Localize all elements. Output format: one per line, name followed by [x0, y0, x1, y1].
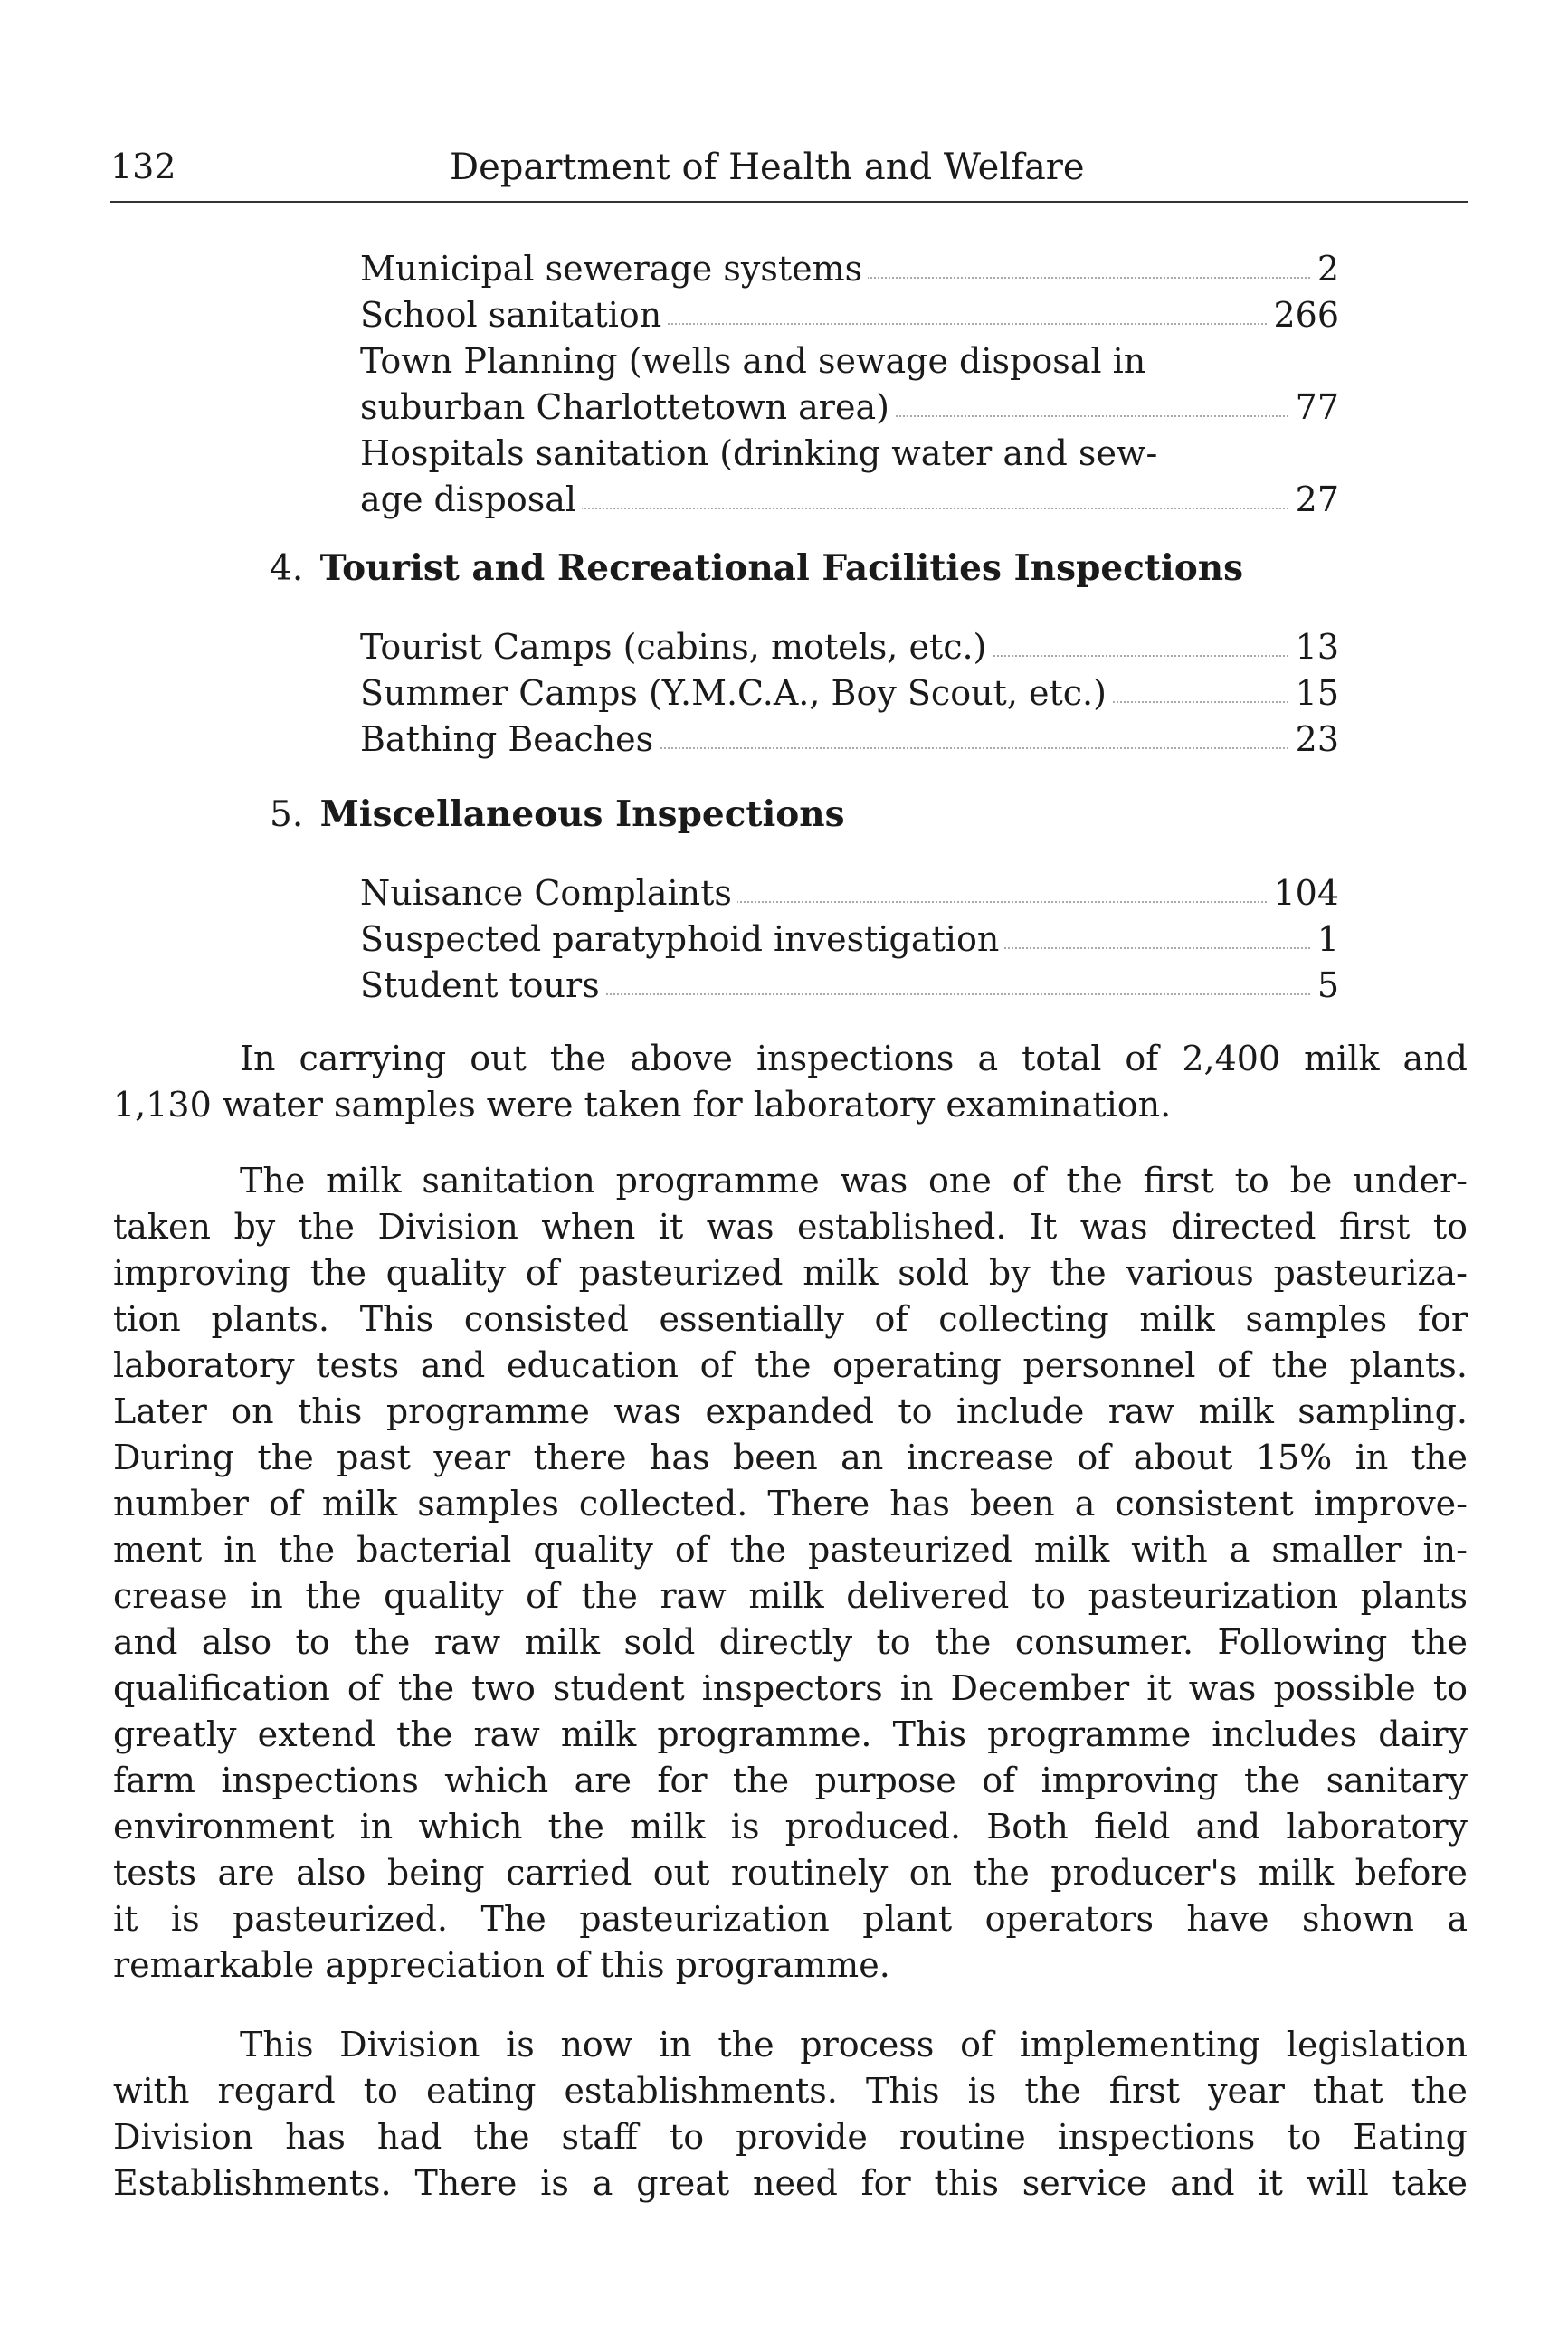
section-title: Miscellaneous Inspections	[319, 793, 845, 835]
list-item	[360, 963, 1339, 1009]
text-line: taken by the Division when it was established. It was directed first to	[113, 1207, 1468, 1247]
item-label: Student tours	[360, 963, 605, 1009]
item-value: 266	[1268, 292, 1339, 338]
running-title: Department of Health and Welfare	[450, 147, 1085, 188]
text-line: and also to the raw milk sold directly to the consumer. Following the	[113, 1622, 1468, 1662]
text-line: with regard to eating establishments. This is the first year that the	[113, 2071, 1468, 2111]
list-item	[360, 870, 1339, 916]
text-line: it is pasteurized. The pasteurization plant operators have shown a	[113, 1899, 1468, 1939]
item-value: 5	[1312, 963, 1339, 1009]
list-item	[360, 431, 1339, 477]
paragraph-samples	[113, 1036, 1468, 1128]
item-label: suburban Charlottetown area)	[360, 385, 895, 431]
item-value: 23	[1290, 717, 1339, 763]
item-value: 27	[1290, 477, 1339, 523]
list-item	[360, 292, 1339, 338]
header-rule	[110, 201, 1468, 203]
text-line: tion plants. This consisted essentially of collecting milk samples for	[113, 1299, 1468, 1339]
list-item	[360, 624, 1339, 670]
item-label: Municipal sewerage systems	[360, 246, 868, 292]
text-line: greatly extend the raw milk programme. This programme includes dairy	[113, 1714, 1468, 1754]
tourist-list	[360, 624, 1339, 763]
text-line: environment in which the milk is produced. Both field and laboratory	[113, 1807, 1468, 1847]
section-heading-tourist	[270, 547, 1243, 589]
list-item	[360, 385, 1339, 431]
text-line: improving the quality of pasteurized milk sold by the various pasteuriza-	[113, 1253, 1468, 1293]
paragraph-eating-establishments	[113, 2022, 1468, 2207]
item-value: 13	[1290, 624, 1339, 670]
list-item	[360, 477, 1339, 523]
sanitation-list	[360, 246, 1339, 523]
text-line: During the past year there has been an increase of about 15% in the	[113, 1438, 1468, 1477]
list-item	[360, 338, 1339, 385]
item-label: School sanitation	[360, 292, 667, 338]
item-value: 1	[1312, 916, 1339, 963]
item-label: Bathing Beaches	[360, 717, 659, 763]
text-line: number of milk samples collected. There has been a consistent improve-	[113, 1484, 1468, 1524]
text-line: crease in the quality of the raw milk delivered to pasteurization plants	[113, 1576, 1468, 1616]
text-line: Establishments. There is a great need for this service and it will take	[113, 2163, 1468, 2203]
item-label: age disposal	[360, 477, 582, 523]
item-value: 77	[1290, 385, 1339, 431]
item-label: Hospitals sanitation (drinking water and sew-	[360, 433, 1158, 473]
text-line: laboratory tests and education of the operating personnel of the plants.	[113, 1345, 1468, 1385]
item-label: Suspected paratyphoid investigation	[360, 916, 1004, 963]
text-line: remarkable appreciation of this programme.	[113, 1945, 890, 1985]
section-number: 4.	[270, 548, 304, 589]
page-header	[110, 147, 1468, 201]
section-heading-miscellaneous	[270, 793, 845, 835]
paragraph-milk-programme	[113, 1158, 1468, 1989]
miscellaneous-list	[360, 870, 1339, 1009]
text-line: This Division is now in the process of implementing legislation	[240, 2025, 1468, 2065]
list-item	[360, 916, 1339, 963]
text-line: Later on this programme was expanded to include raw milk sampling.	[113, 1391, 1468, 1431]
item-label: Summer Camps (Y.M.C.A., Boy Scout, etc.)	[360, 670, 1112, 717]
item-value: 15	[1290, 670, 1339, 717]
list-item	[360, 670, 1339, 717]
text-line: Division has had the staff to provide routine inspections to Eating	[113, 2117, 1468, 2157]
text-line: In carrying out the above inspections a total of 2,400 milk and	[240, 1039, 1468, 1078]
section-title: Tourist and Recreational Facilities Inspections	[319, 547, 1244, 589]
item-label: Tourist Camps (cabins, motels, etc.)	[360, 624, 992, 670]
text-line: tests are also being carried out routinely on the producer's milk before	[113, 1853, 1468, 1893]
item-label: Nuisance Complaints	[360, 870, 737, 916]
text-line: farm inspections which are for the purpose of improving the sanitary	[113, 1761, 1468, 1800]
text-line: qualification of the two student inspectors in December it was possible to	[113, 1668, 1468, 1708]
text-line: 1,130 water samples were taken for laboratory examination.	[113, 1085, 1172, 1125]
list-item	[360, 717, 1339, 763]
section-number: 5.	[270, 794, 304, 835]
item-value: 104	[1268, 870, 1339, 916]
page-number: 132	[110, 147, 176, 186]
item-value: 2	[1312, 246, 1339, 292]
text-line: The milk sanitation programme was one of the first to be under-	[240, 1161, 1468, 1201]
text-line: ment in the bacterial quality of the pasteurized milk with a smaller in-	[113, 1530, 1468, 1570]
item-label: Town Planning (wells and sewage disposal in	[360, 341, 1146, 381]
list-item	[360, 246, 1339, 292]
